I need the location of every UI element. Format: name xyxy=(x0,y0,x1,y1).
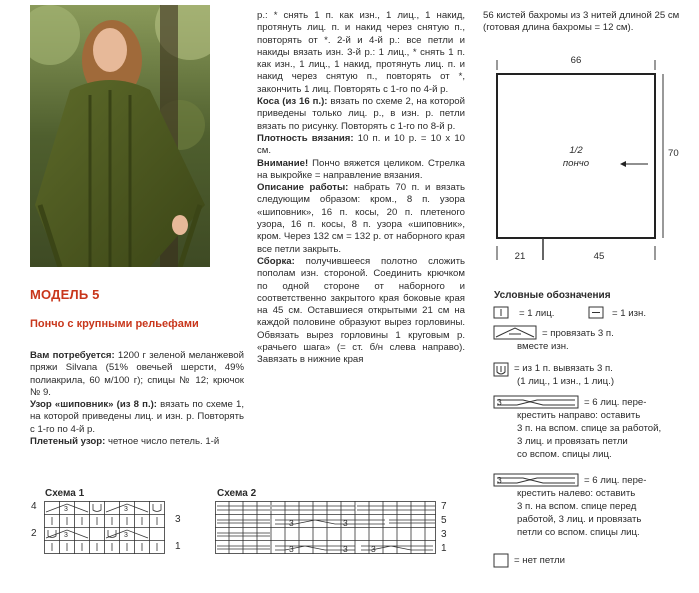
cross-left-number: 3 xyxy=(497,475,502,485)
schema2-row-1: 1 xyxy=(441,543,447,554)
rosehip-label: Узор «шиповник» (из 8 п.): xyxy=(30,399,158,411)
poncho-photo-drawing xyxy=(30,5,210,267)
attention-text: Пончо вяжется целиком. Стрелка на выкройке = направление вязания. xyxy=(257,157,465,181)
poncho-pattern xyxy=(483,48,693,273)
cross-left-strokes xyxy=(497,478,575,483)
work-label: Описание работы: xyxy=(257,182,349,194)
legend-no-stitch: = нет петли xyxy=(514,555,565,566)
schema1-cell-num: 3 xyxy=(64,506,68,513)
gauge-text: 10 п. и 10 р. = 10 х 10 см. xyxy=(257,132,465,157)
cable-text: вязать по схеме 2, на которой приведены только лиц. р., в изн. р. петли вязать по рисунку. Повторять с 1-го по 8-й р. xyxy=(257,96,466,132)
pattern-name: пончо xyxy=(562,158,590,169)
schema1-title: Схема 1 xyxy=(45,488,85,499)
instructions-column xyxy=(257,10,465,367)
rosehip-text: вязать по схеме 1, на которой приведены лиц. и изн. р. Повторять с 1-го по 4-й р. xyxy=(30,399,245,435)
materials-column xyxy=(30,350,244,448)
woven-continued: р.: * снять 1 п. как изн., 1 лиц., 1 накид, протянуть лиц. п. и накид через снятую п., повторять от *. 2-й и 4-й р.: все петли и накиды вязать изн. 3-й р.: 1 лиц., * снять 1 п. как изн., 1 лиц., 1 накид, протянуть лиц. п. и накид через снятую п., повторять от *, закончить 1 лиц. Повторять с 1-го по 4-й р. xyxy=(257,10,465,95)
legend-left-2: крестить налево: оставить xyxy=(517,488,636,499)
schema1-row-1: 1 xyxy=(175,541,181,552)
schema2-grid xyxy=(215,501,439,557)
cable-label: Коса (из 16 п.): xyxy=(257,96,328,108)
assembly-label: Сборка: xyxy=(257,255,295,267)
schema1-row-4: 4 xyxy=(31,501,37,512)
woven-text: четное число петель. 1-й xyxy=(105,436,220,448)
dim-right: 70 xyxy=(668,148,679,159)
schema1-row-2: 2 xyxy=(31,528,37,539)
legend-k3tog-1: = провязать 3 п. xyxy=(542,328,614,339)
k3tog-symbol-stroke xyxy=(496,328,534,337)
attention-label: Внимание! xyxy=(257,157,309,169)
legend-right-2: крестить направо: оставить xyxy=(517,410,641,421)
no-stitch-symbol xyxy=(494,554,508,567)
schema2-cell-num: 3 xyxy=(343,518,348,528)
model-heading: МОДЕЛЬ 5 xyxy=(30,287,100,302)
pattern-outline xyxy=(497,74,655,238)
legend-left-3: 3 п. на вспом. спице перед xyxy=(517,501,637,512)
woven-label: Плетеный узор: xyxy=(30,436,106,448)
poncho-photo xyxy=(30,5,210,267)
legend-k3tog-2: вместе изн. xyxy=(517,341,569,352)
legend-right-4: 3 лиц. и провязать петли xyxy=(517,436,628,447)
work-text: набрать 70 п. и вязать следующим образом: кром., 8 п. узора «шиповник», 16 п. косы, 20 п. плетеного узора, 16 п. косы, 8 п. узора «шиповник», кром. Через 132 см = 132 р. от наборного края все петли закрыть. xyxy=(257,182,465,255)
legend-increase-2: (1 лиц., 1 изн., 1 лиц.) xyxy=(517,376,615,387)
schema2-cell-num: 3 xyxy=(289,544,294,554)
schema1-row-3: 3 xyxy=(175,514,181,525)
schema2-row-5: 5 xyxy=(441,515,447,526)
legend-increase-1: = из 1 п. вывязать 3 п. xyxy=(514,363,613,374)
schema2-cell-num: 3 xyxy=(289,518,294,528)
increase-symbol-stroke xyxy=(497,366,505,374)
dim-bottom-left: 21 xyxy=(514,251,526,262)
schema2-row-7: 7 xyxy=(441,501,447,512)
legend-left-5: петли со вспом. спицы лиц. xyxy=(517,527,640,538)
schema2-cell-num: 3 xyxy=(343,544,348,554)
cross-right-number: 3 xyxy=(497,397,502,407)
schema2-title: Схема 2 xyxy=(217,488,257,499)
schema2-cell-num: 3 xyxy=(371,544,376,554)
model-subtitle: Пончо с крупными рельефами xyxy=(30,318,199,330)
dim-top: 66 xyxy=(570,55,582,66)
pattern-fraction: 1/2 xyxy=(569,145,583,156)
schema2-row-3: 3 xyxy=(441,529,447,540)
cross-right-strokes xyxy=(497,400,575,405)
cross-left-symbol xyxy=(494,474,578,486)
legend-title: Условные обозначения xyxy=(494,290,611,301)
arrow-head xyxy=(620,161,626,167)
legend-right-3: 3 п. на вспом. спице за работой, xyxy=(517,423,662,434)
schema1-grid xyxy=(44,501,172,557)
legend-right-1: = 6 лиц. пере- xyxy=(584,397,647,408)
cross-right-symbol xyxy=(494,396,578,408)
dim-bottom-right: 45 xyxy=(593,251,605,262)
legend-left-4: работой, 3 лиц. и провязать xyxy=(517,514,642,525)
schema1-cell-num: 3 xyxy=(124,506,128,513)
gauge-label: Плотность вязания: xyxy=(257,132,354,144)
materials-label: Вам потребуется: xyxy=(30,350,115,361)
assembly-text: получившееся полотно сложить пополам изн. стороной. Соединить крючком по одной стороне от наборного и соответственно закрытого края боковые края на 45 см. Оставшиеся открытыми 21 см на каждой половине образуют вырез горловины. Обвязать вырез горловины 1 круговым р. «рачьего шага» (= ст. б/н слева направо). Завязать в нижние края xyxy=(257,255,465,366)
schema1-cell-num: 3 xyxy=(124,532,128,539)
schema1-cell-num: 3 xyxy=(64,532,68,539)
legend-knit: = 1 лиц. xyxy=(519,308,555,319)
legend-left-1: = 6 лиц. пере- xyxy=(584,475,647,486)
legend-right-5: со вспом. спицы лиц. xyxy=(517,449,612,460)
materials-text: 1200 г зеленой меланжевой пряжи Silvana (51% овечьей шерсти, 49% полиакрила, 60 м/100 г); спицы № 12; крючок № 9. xyxy=(30,350,244,398)
fringe-text: 56 кистей бахромы из 3 нитей длиной 25 см (готовая длина бахромы = 12 см). xyxy=(483,10,680,34)
legend-purl: = 1 изн. xyxy=(612,308,646,319)
